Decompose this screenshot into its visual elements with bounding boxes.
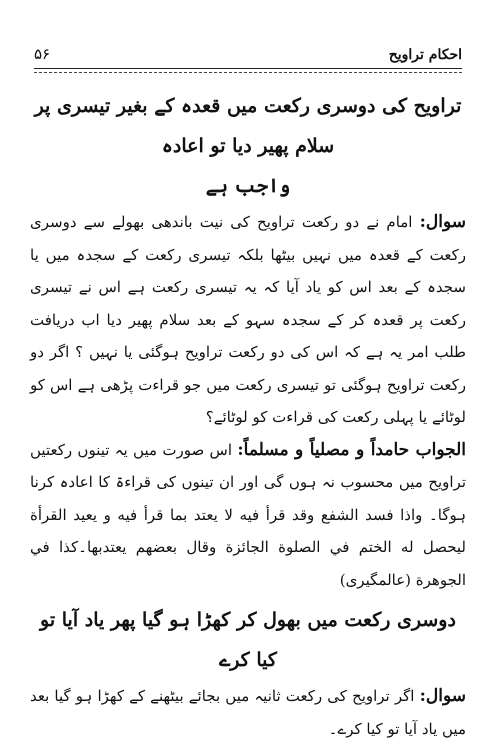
question-label-1: سوال: xyxy=(419,212,466,232)
section2-heading: دوسری رکعت میں بھول کر کھڑا ہو گیا پھر یاد آیا تو کیا کرے xyxy=(40,609,456,671)
answer-paragraph xyxy=(30,434,466,597)
question-text-1: امام نے دو رکعت تراویح کی نیت باندھی بھولے سے دوسری رکعت کے قعدہ میں نہیں بیٹھا بلکہ تیسری رکعت کے سجدہ میں یا سجدہ کے بعد اس کو یاد آیا کہ یہ تیسری رکعت ہے اس نے تیسری رکعت پر قعدہ کر کے سجدہ سہو کے بعد سلام پھیر دیا اب دریافت طلب امر یہ ہے کہ اس کی دو رکعت تراویح ہوگئی یا نہیں ؟ اگر دو رکعت تراویح ہوگئی تو تیسری رکعت میں جو قراءت پڑھی ہے اس کو لوٹائے یا پہلی رکعت کی قراءت کو لوٹائے؟ xyxy=(30,213,466,426)
page-number: ۵۶ xyxy=(34,45,51,63)
page-body xyxy=(30,86,466,745)
answer-label: الجواب حامداً و مصلیاً و مسلماً: xyxy=(237,439,467,460)
running-title: احکام تراویح xyxy=(388,47,462,63)
question-paragraph-2 xyxy=(30,680,466,745)
page-header xyxy=(34,40,462,66)
section1-heading-line2: واجب ہے xyxy=(205,175,291,197)
header-rule xyxy=(34,68,462,69)
question-text-2: اگر تراویح کی رکعت ثانیہ میں بجائے بیٹھنے کے کھڑا ہو گیا بعد میں یاد آیا تو کیا کرے۔ xyxy=(30,687,466,738)
section1-heading xyxy=(30,86,466,206)
header-rule-dashed xyxy=(34,72,462,73)
section1-heading-line1: تراویح کی دوسری رکعت میں قعدہ کے بغیر تیسری پر سلام پھیر دیا تو اعادہ xyxy=(34,95,462,157)
answer-text: اس صورت میں یہ تینوں رکعتیں تراویح میں محسوب نہ ہوں گی اور ان تینوں کی قراءۃ کا اعادہ کرنا ہوگا۔ واذا فسد الشفع وقد قرأ فيه لا يعتد بما قرأ فيه و يعيد القرأة ليحصل له الختم في الصلوة الجائزة وقال بعضهم يعتدبها۔كذا في الجوهرة (عالمگیری) xyxy=(30,440,466,589)
question-paragraph-1 xyxy=(30,206,466,434)
question-label-2: سوال: xyxy=(419,686,466,706)
